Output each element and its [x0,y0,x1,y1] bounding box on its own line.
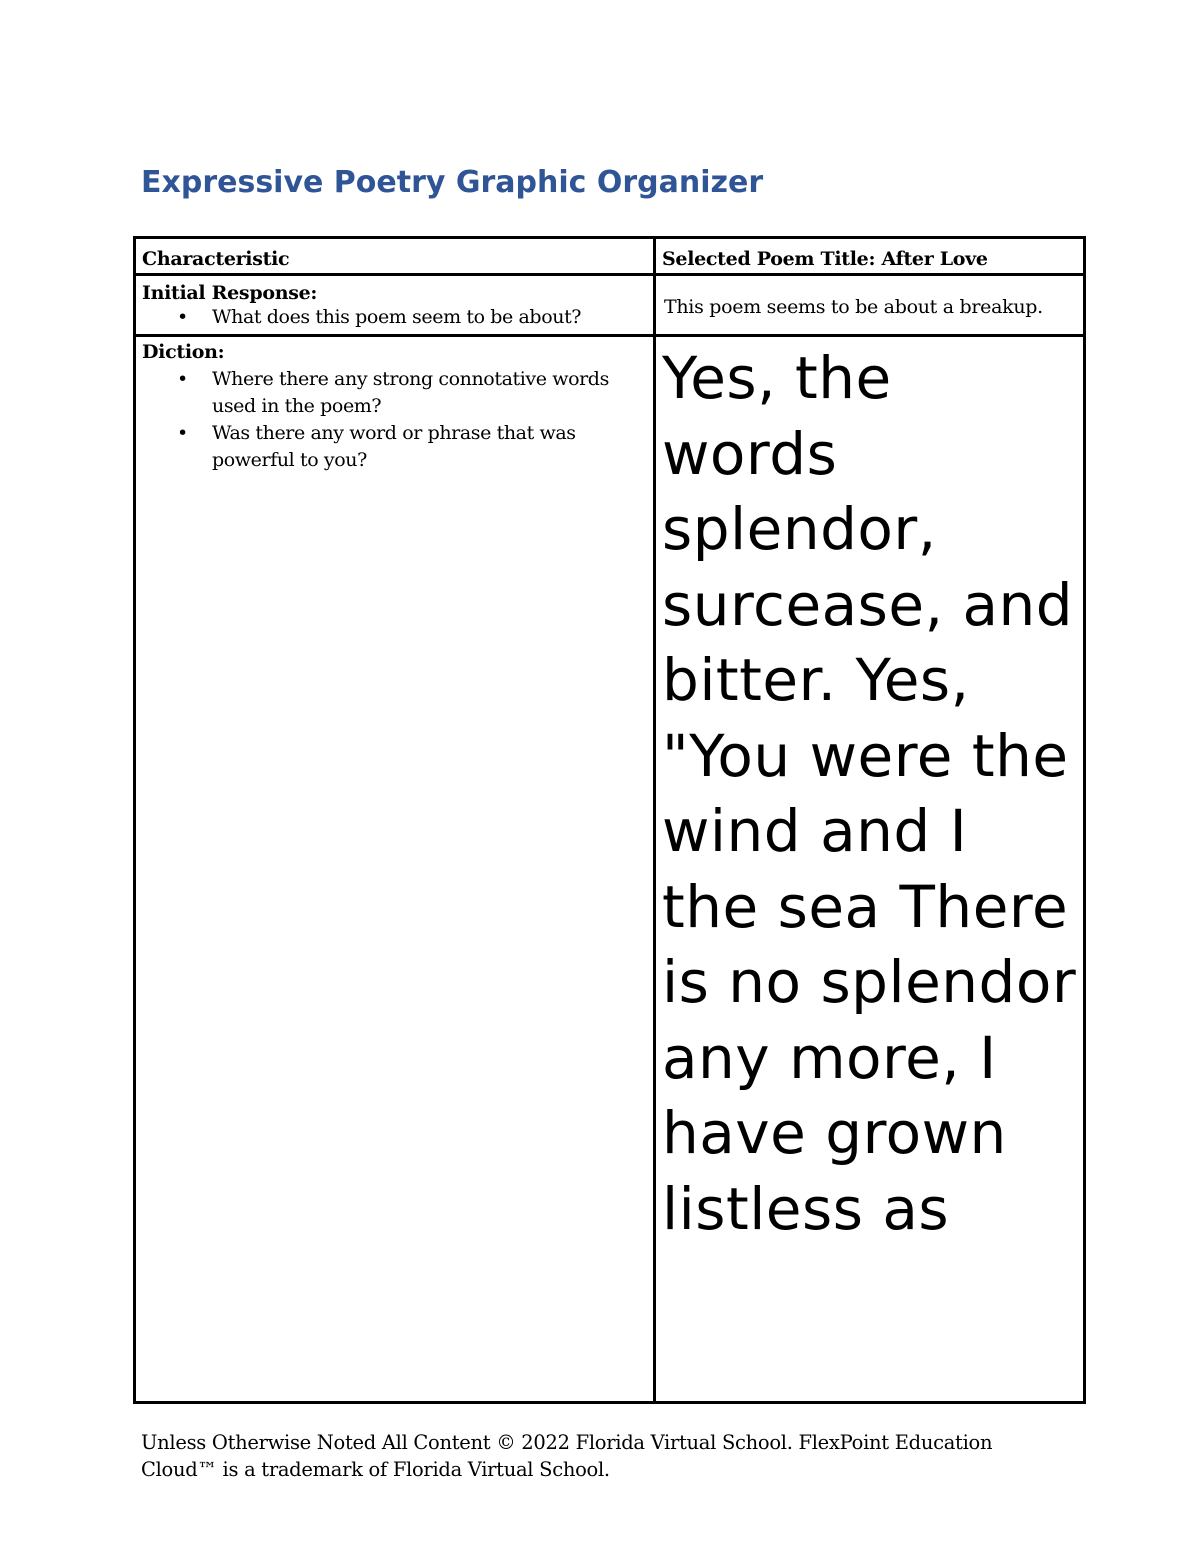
header-cell-characteristic [135,238,655,275]
answer-text: This poem seems to be about a breakup. [664,296,1043,318]
header-characteristic: Characteristic [142,248,290,270]
bullet-icon: • [177,306,188,328]
answer-cell [655,336,1085,1403]
answer-cell [655,275,1085,336]
bullet-icon: • [177,368,188,390]
header-poem-title: Selected Poem Title: After Love [662,248,988,270]
characteristic-cell [135,275,655,336]
prompt-text: Where there any strong connotative words used in the poem? [212,368,609,417]
list-item [177,304,632,331]
graphic-organizer-table [133,236,1086,1404]
table-header-row [135,238,1085,275]
row-label: Initial Response: [142,282,318,304]
table-row [135,275,1085,336]
copyright-footer: Unless Otherwise Noted All Content © 2022 Florida Virtual School. FlexPoint Education Cloud™ is a trademark of Florida Virtual School. [141,1431,993,1481]
characteristic-cell [135,336,655,1403]
page-title: Expressive Poetry Graphic Organizer [141,165,764,200]
prompt-text: What does this poem seem to be about? [212,306,582,328]
prompt-list [136,366,653,474]
prompt-list [136,304,653,331]
list-item [177,420,632,474]
table-row [135,336,1085,1403]
bullet-icon: • [177,422,188,444]
row-label: Diction: [142,341,225,363]
answer-text: Yes, the words splendor, surcease, and bitter. Yes, "You were the wind and I the sea There is no splendor any more, I have grown listless as [662,344,1077,1243]
prompt-text: Was there any word or phrase that was powerful to you? [212,422,576,471]
header-cell-poem-title [655,238,1085,275]
list-item [177,366,632,420]
